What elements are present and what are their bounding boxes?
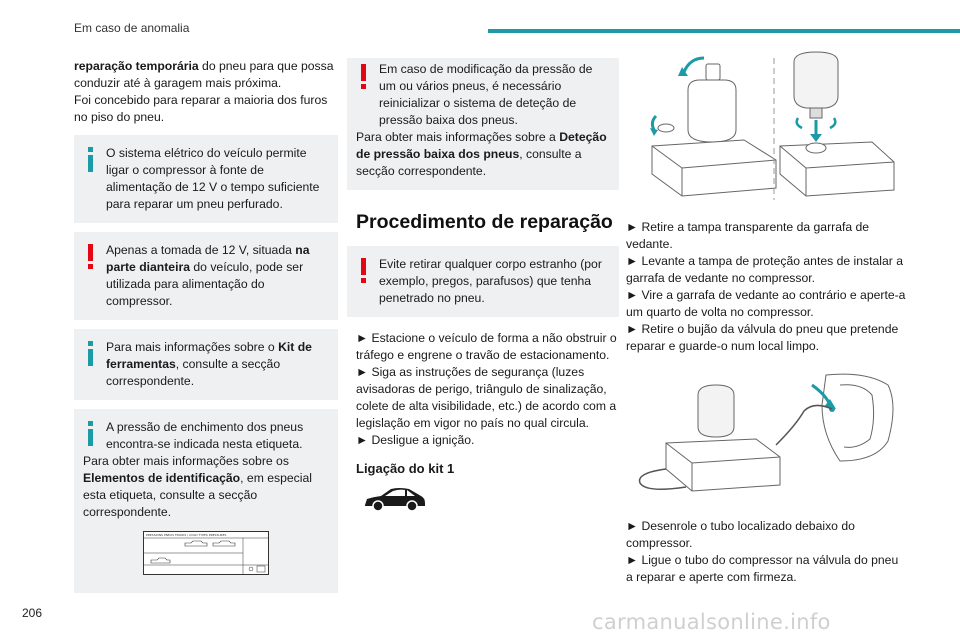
info-icon — [86, 341, 95, 367]
hose-connection-illustration — [626, 365, 906, 503]
warning-text-2: Para obter mais informações sobre a Deteção de pressão baixa dos pneus, consulte a secção correspondente. — [356, 130, 607, 178]
step-item: ► Estacione o veículo de forma a não obstruir o tráfego e engrene o travão de estacionamento. — [356, 331, 617, 362]
warning-text: Em caso de modificação da pressão de um ou vários pneus, é necessário reinicializar o sistema de deteção de pressão baixa dos pneus. — [379, 62, 593, 127]
info-text-2: Para obter mais informações sobre os Elementos de identificação, em especial esta etiqueta, consulte a secção correspondente. — [83, 454, 312, 519]
sealant-bottle-installation-illustration — [626, 50, 906, 210]
header-accent-bar — [488, 29, 960, 33]
page-number: 206 — [22, 606, 43, 620]
warning-icon — [86, 244, 95, 270]
intro-bold: reparação temporária — [74, 59, 199, 73]
warning-box-reinit — [347, 58, 619, 190]
watermark: carmanualsonline.info — [592, 610, 831, 634]
intro-paragraph — [74, 58, 338, 126]
section-heading: Procedimento de reparação — [356, 211, 613, 233]
step-item: ► Ligue o tubo do compressor na válvula do pneu a reparar e aperte com firmeza. — [626, 553, 899, 584]
step-item: ► Levante a tampa de proteção antes de instalar a garrafa de vedante no compressor. — [626, 254, 903, 285]
step-item: ► Desligue a ignição. — [356, 433, 475, 447]
step-item: ► Siga as instruções de segurança (luzes avisadoras de perigo, triângulo de sinalização, colete de alta visibilidade, etc.) de acordo com a legislação em vigor no país no qual circula. — [356, 365, 617, 430]
info-text: A pressão de enchimento dos pneus encontra-se indicada nesta etiqueta. — [106, 420, 304, 451]
intro-text: do pneu para que possa conduzir até à garagem mais próxima. — [74, 59, 334, 90]
steps — [347, 330, 619, 449]
step-item: ► Retire o bujão da válvula do pneu que pretende reparar e guarde-o num local limpo. — [626, 322, 899, 353]
step-item: ► Retire a tampa transparente da garrafa de vedante. — [626, 220, 870, 251]
warning-icon — [359, 258, 368, 284]
info-box-electric — [74, 135, 338, 223]
steps-b — [626, 518, 906, 586]
tire-pressure-label-illustration — [143, 531, 269, 575]
intro-line-2: Foi concebido para reparar a maioria dos furos no piso do pneu. — [74, 93, 328, 124]
column-2 — [347, 58, 619, 518]
running-header: Em caso de anomalia — [74, 21, 190, 35]
column-3 — [626, 50, 906, 586]
warning-box-foreign-body — [347, 246, 619, 317]
info-box-pressure — [74, 409, 338, 593]
car-silhouette-icon — [363, 485, 427, 513]
step-item: ► Vire a garrafa de vedante ao contrário e aperte-a um quarto de volta no compressor. — [626, 288, 906, 319]
column-1 — [74, 58, 338, 593]
info-icon — [86, 147, 95, 173]
steps-a — [626, 219, 906, 355]
subsection-heading: Ligação do kit 1 — [356, 461, 455, 476]
warning-box-socket — [74, 232, 338, 320]
label-heading: PRESSIONS PNEUS FROIDS / COLD TYPES PRESSURES — [146, 533, 227, 537]
info-text: O sistema elétrico do veículo permite ligar o compressor à fonte de alimentação de 12 V o tempo suficiente para reparar um pneu perfurado. — [106, 146, 320, 211]
step-item: ► Desenrole o tubo localizado debaixo do compressor. — [626, 519, 855, 550]
warning-text: Evite retirar qualquer corpo estranho (por exemplo, pregos, parafusos) que tenha penetrado no pneu. — [379, 257, 602, 305]
warning-icon — [359, 64, 368, 90]
info-text: Para mais informações sobre o Kit de ferramentas, consulte a secção correspondente. — [106, 340, 312, 388]
warning-text: Apenas a tomada de 12 V, situada na parte dianteira do veículo, pode ser utilizada para alimentação do compressor. — [106, 243, 310, 308]
info-box-toolkit — [74, 329, 338, 400]
info-icon — [86, 421, 95, 447]
